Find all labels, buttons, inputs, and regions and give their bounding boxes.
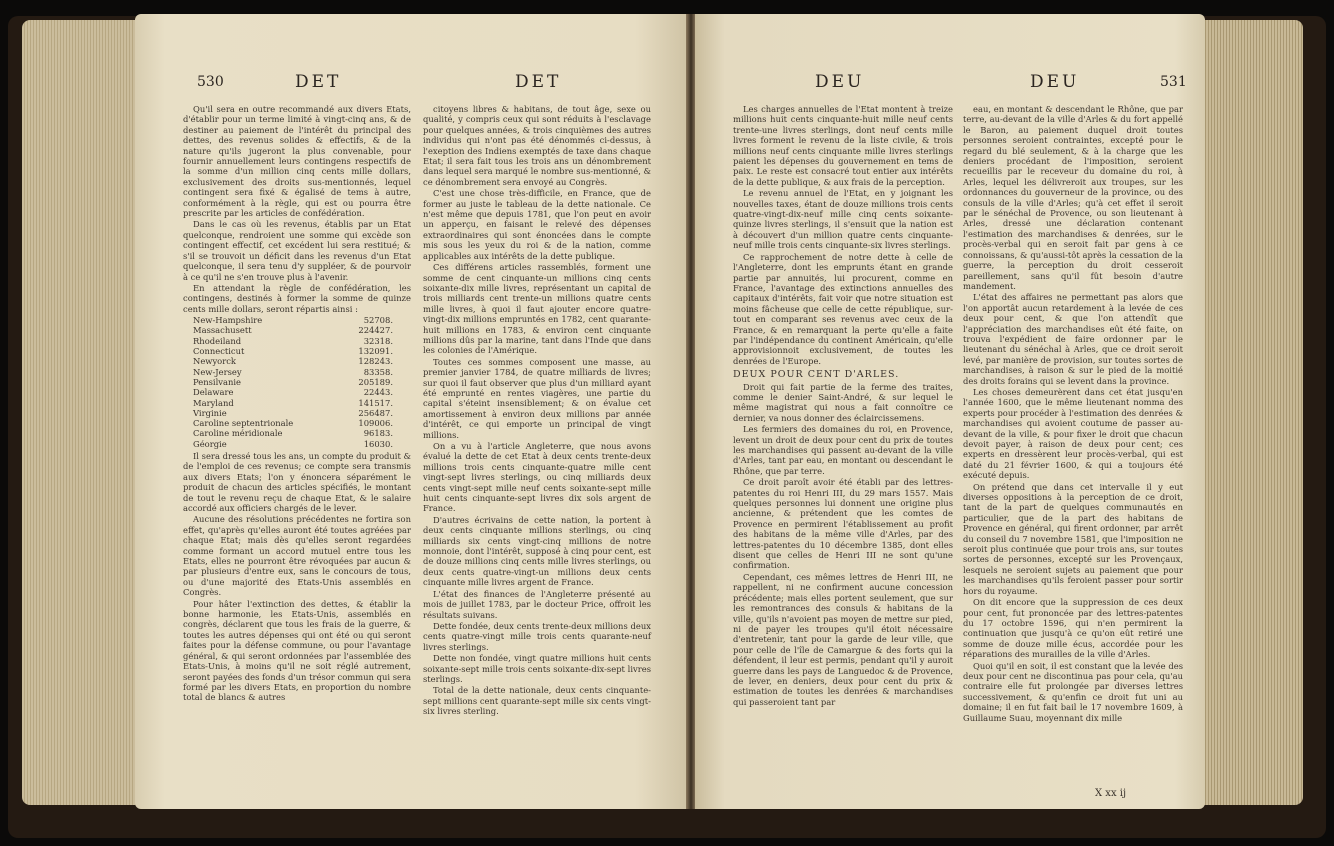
paragraph: citoyens libres & habitans, de tout âge, sexe ou qualité, y compris ceux qui sont réduits à l'esclavage pour quelques années, & trois cinquièmes des autres individus qui n'ont pas été dénommés ci-dessus, à l'exeption des Indiens exemptés de taxe dans chaque Etat; il sera fait tous les trois ans un dénombrement dans lequel sera marqué le nombre sus-mentionné, & ce dénombrement sera envoyé au Congrès. (423, 104, 651, 187)
running-head-right: DET (515, 72, 562, 92)
running-head-left: DEU (815, 72, 865, 92)
table-row: Pensilvanie 205189. (193, 376, 393, 387)
column-1 (183, 104, 411, 704)
running-head-left: DET (295, 72, 342, 92)
paragraph: En attendant la règle de confédération, les contingens, destinés à former la somme de quinze cents mille dollars, seront répartis ainsi : (183, 282, 411, 314)
paragraph: Dans le cas où les revenus, établis par un Etat quelconque, rendroient une somme qui excède son contingent effectif, cet excédent lui sera restitué; & s'il se trouvoit un déficit dans les revenus d'un Etat quelconque, il sera tenu d'y suppléer, & de pourvoir à ce qu'il ne s'en trouve plus à l'avenir. (183, 219, 411, 282)
paragraph: Le revenu annuel de l'Etat, en y joignant les nouvelles taxes, étant de douze millions trois cents quatre-vingt-dix-neuf mille cinq cents soixante-quinze livres sterlings, il s'ensuit que la nation est à découvert d'un million quatre cents cinquante-neuf mille trois cents cinquante-six livres sterlings. (733, 188, 953, 251)
paragraph: On prétend que dans cet intervalle il y eut diverses oppositions à la perception de ce droit, tant de la part de quelques communautés en particulier, que de la part des habitans de Provence en général, qui firent ordonner, par arrêt du conseil du 7 novembre 1581, que l'imposition ne seroit plus continuée que pour trois ans, sur toutes sortes de personnes, excepté sur les Provençaux, lesquels ne seroient sujets au paiement que pour les marchandises qu'ils feroient passer pour sortir hors du royaume. (963, 481, 1183, 596)
paragraph: Ce rapprochement de notre dette à celle de l'Angleterre, dont les emprunts étant en grande partie par annuités, lui procurent, comme en France, l'avantage des extinctions annuelles des capitaux d'intérêts, fait voir que notre situation est moins fâcheuse que celle de cette république, sur-tout en comparant ses revenus avec ceux de la France, & en remarquant la perte qu'elle a faite par l'indépendance du continent Américain, qu'elle approvisionnoit exclusivement, de toutes les denrées de l'Europe. (733, 251, 953, 366)
column-2 (963, 104, 1183, 724)
table-row: Delaware 22443. (193, 387, 393, 398)
paragraph: Les charges annuelles de l'Etat montent à treize millions huit cents cinquante-huit mille neuf cents trente-une livres sterlings, dont neuf cents mille livres forment le revenu de la liste civile, & trois millions neuf cents cinquante mille livres sterlings paient les dépenses du gouvernement en tems de paix. Le reste est consacré tout entier aux intérêts de la dette publique, & aux frais de la perception. (733, 104, 953, 187)
table-row: New-Jersey 83358. (193, 366, 393, 377)
paragraph: Les fermiers des domaines du roi, en Provence, levent un droit de deux pour cent du prix de toutes les marchandises qui passent au-devant de la ville d'Arles, tant par eau, en montant ou descendant le Rhône, que par terre. (733, 424, 953, 476)
running-head-right: DEU (1030, 72, 1080, 92)
paragraph: Ce droit paroît avoir été établi par des lettres-patentes du roi Henri III, du 29 mars 1557. Mais quelques personnes lui donnent une origine plus ancienne, & prétendent que les comtes de Provence en permirent l'établissement au profit des habitans de la même ville d'Arles, par des lettres-patentes du 10 décembre 1385, dont elles disent que celles de Henri III ne sont qu'une confirmation. (733, 477, 953, 571)
paragraph: Toutes ces sommes composent une masse, au premier janvier 1784, de quatre milliards de livres; sur quoi il faut observer que plus d'un milliard ayant été emprunté en rentes viagères, une partie du capital s'éteint insensiblement; & on évalue cet amortissement à environ deux millions par année d'intérêt, ce qui emporte un principal de vingt millions. (423, 356, 651, 440)
paragraph: Quoi qu'il en soit, il est constant que la levée des deux pour cent ne discontinua pas pour cela, qu'au contraire elle fut prolongée par diverses lettres successivement, & qu'enfin ce droit fut uni au domaine; il en fut fait bail le 17 novembre 1609, à Guillaume Suau, moyennant dix mille (963, 660, 1183, 723)
paragraph: Droit qui fait partie de la ferme des traites, comme le denier Saint-André, & sur lequel le même magistrat qui nous a fait connoître ce dernier, va nous donner des éclaircissemens. (733, 381, 953, 423)
paragraph: L'état des affaires ne permettant pas alors que l'on apportât aucun retardement à la levée de ces deux pour cent, & que l'on attendît que l'appréciation des marchandises eût été faite, on trouva l'expédient de faire ordonner par le lieutenant du sénéchal à Arles, que ce droit seroit levé, par manière de provision, sur toutes sortes de marchandises, à raison & sur le pied de la moitié des droits forains qui se levent dans la province. (963, 292, 1183, 386)
table-row: Newyorck 128243. (193, 356, 393, 367)
left-page (135, 14, 687, 809)
paragraph: eau, en montant & descendant le Rhône, que par terre, au-devant de la ville d'Arles & du fort appellé le Baron, au paiement duquel droit toutes personnes seroient contraintes, excepté pour le regard du blé seulement, & à la charge que les deniers procédant de l'imposition, seroient recueillis par le receveur du domaine du roi, à Arles, lequel les délivreroit aux troupes, sur les ordonnances du gouverneur de la province, ou des consuls de la ville d'Arles; qu'à cet effet il seroit par le sénéchal de Provence, ou son lieutenant à Arles, dressé une déclaration contenant l'estimation des marchandises & denrées, sur le procès-verbal qui en seroit fait par gens à ce connoissans, & qu'aussi-tôt après la cessation de la guerre, la perception du droit cesseroit pareillement, sans qu'il fût besoin d'autre mandement. (963, 104, 1183, 291)
paragraph: Les choses demeurèrent dans cet état jusqu'en l'année 1600, que le même lieutenant nomma des experts pour procéder à l'estimation des denrées & marchandises qui avoient coutume de passer au-devant de la ville, & pour fixer le droit que chacun devoit payer, à raison de deux pour cent; ces experts en dressèrent leur procès-verbal, qui est daté du 21 février 1600, & qui a toujours été exécuté depuis. (963, 386, 1183, 481)
signature-mark: X xx ij (1095, 788, 1127, 799)
paragraph: Il sera dressé tous les ans, un compte du produit & de l'emploi de ces revenus; ce compte sera transmis aux divers Etats; l'on y énoncera séparément le produit de chacun des articles spécifiés, le montant de tout le revenu reçu de chaque Etat, & le salaire accordé aux officiers chargés de le lever. (183, 450, 411, 514)
table-row: Caroline méridionale 96183. (193, 428, 393, 439)
paragraph: Dette non fondée, vingt quatre millions huit cents soixante-sept mille trois cents soixante-dix-sept livres sterlings. (423, 653, 651, 684)
page-number: 531 (1160, 74, 1187, 90)
page-number: 530 (197, 74, 224, 90)
paragraph: Pour hâter l'extinction des dettes, & établir la bonne harmonie, les Etats-Unis, assemblés en congrès, déclarent que tous les frais de la guerre, & toutes les autres dépenses qui ont été ou qui seront faites pour la défense commune, ou pour l'avantage général, & qui seront ordonnées par l'assemblée des Etats-Unis, à moins qu'il ne soit réglé autrement, seront payées des fonds d'un trésor commun qui sera formé par les divers Etats, en proportion du nombre total de blancs & autres (183, 598, 411, 703)
paragraph: L'état des finances de l'Angleterre présenté au mois de juillet 1783, par le docteur Price, offroit les résultats suivans. (423, 588, 651, 620)
states-table (193, 315, 393, 449)
table-row: Connecticut 132091. (193, 346, 393, 357)
table-row: Virginie 256487. (193, 407, 393, 418)
table-row: Caroline septentrionale 109006. (193, 418, 393, 429)
paragraph: Aucune des résolutions précédentes ne fortira son effet, qu'après qu'elles auront été toutes agréées par chaque Etat; mais dès qu'elles seront regardées comme formant un accord mutuel entre tous les Etats, elles ne pourront être révoquées par aucun & par plusieurs d'entre eux, sans le concours de tous, ou d'une majorité des Etats-Unis assemblés en Congrès. (183, 514, 411, 598)
table-row: Maryland 141517. (193, 397, 393, 408)
paragraph: On dit encore que la suppression de ces deux pour cent, fut prononcée par des lettres-patentes du 17 octobre 1596, qui n'en permirent la continuation que jusqu'à ce qu'on eût retiré une somme de douze mille écus, accordée pour les réparations des murailles de la ville d'Arles. (963, 597, 1183, 660)
table-row: Massachusett 224427. (193, 325, 393, 336)
table-row: New-Hampshire 52708. (193, 315, 393, 326)
paragraph: C'est une chose très-difficile, en France, que de former au juste le tableau de la dette nationale. Ce n'est même que depuis 1781, que l'on peut en avoir un apperçu, en faisant le relevé des dépenses extraordinaires qui sont énoncées dans le compte mis sous les yeux du roi & de la nation, comme applicables aux intérêts de la dette publique. (423, 188, 651, 261)
paragraph: Dette fondée, deux cents trente-deux millions deux cents quatre-vingt mille trois cents quarante-neuf livres sterlings. (423, 620, 651, 652)
column-2 (423, 104, 651, 718)
section-heading: DEUX POUR CENT D'ARLES. (733, 369, 900, 381)
paragraph: Ces différens articles rassemblés, forment une somme de cent cinquante-un millions cinq cents soixante-dix mille livres, représentant un capital de trois milliards cent trente-un millions quatre cents mille livres, à quoi il faut ajouter encore quatre-vingt-dix millions empruntés en 1782, cent quarante-huit millions en 1783, & environ cent cinquante millions dûs par la marine, tant dans l'Inde que dans les colonies de l'Amérique. (423, 262, 651, 356)
column-1 (733, 104, 953, 708)
table-row: Rhodeiland 32318. (193, 335, 393, 346)
table-row: Géorgie 16030. (193, 438, 393, 449)
paragraph: Total de la dette nationale, deux cents cinquante-sept millions cent quarante-sept mille six cents vingt-six livres sterling. (423, 685, 651, 717)
paragraph: Cependant, ces mêmes lettres de Henri III, ne rappellent, ni ne confirment aucune concession précédente; mais elles portent seulement, que sur les remontrances des consuls & habitans de la ville, qu'ils n'avoient pas moyen de mettre sur pied, ni de payer les troupes qu'il étoit nécessaire d'entretenir, tant pour la garde de leur ville, que pour celle de l'île de Camargue & des forts qui la défendent, il leur est permis, pendant qu'il y auroit guerre dans les pays de Languedoc & de Provence, de lever, en deniers, deux pour cent du prix & estimation de toutes les denrées & marchandises qui passeroient tant par (733, 571, 953, 707)
page-edges-right (1203, 20, 1303, 805)
paragraph: Qu'il sera en outre recommandé aux divers Etats, d'établir pour un terme limité à vingt-cinq ans, & de destiner au paiement de l'intérêt du principal des dettes, des revenus solides & effectifs, & de la nature qu'ils jugeront la plus convenable, pour fournir annuellement leurs contingens respectifs de la somme d'un million cinq cents mille dollars, exclusivement des droits sus-mentionnés, lequel contingent sera fixé & égalisé de tems à autre, conformément à la règle, qui est ou pourra être prescrite par les articles de confédération. (183, 104, 411, 219)
paragraph: D'autres écrivains de cette nation, la portent à deux cents cinquante millions sterlings, ou cinq milliards six cents vingt-cinq millions de notre monnoie, dont l'intérêt, supposé à cinq pour cent, est de douze millions cinq cents mille livres sterlings, ou deux cents quatre-vingt-un millions deux cents cinquante mille livres argent de France. (423, 514, 651, 588)
right-page (695, 14, 1205, 809)
paragraph: On a vu à l'article Angleterre, que nous avons évalué la dette de cet Etat à deux cents trente-deux millions trois cents cinquante-quatre mille cent vingt-sept livres sterlings, ou cinq milliards deux cents vingt-sept mille neuf cents soixante-sept mille huit cents cinquante-sept livres dix sols argent de France. (423, 441, 651, 514)
page-edges-left (22, 20, 137, 805)
